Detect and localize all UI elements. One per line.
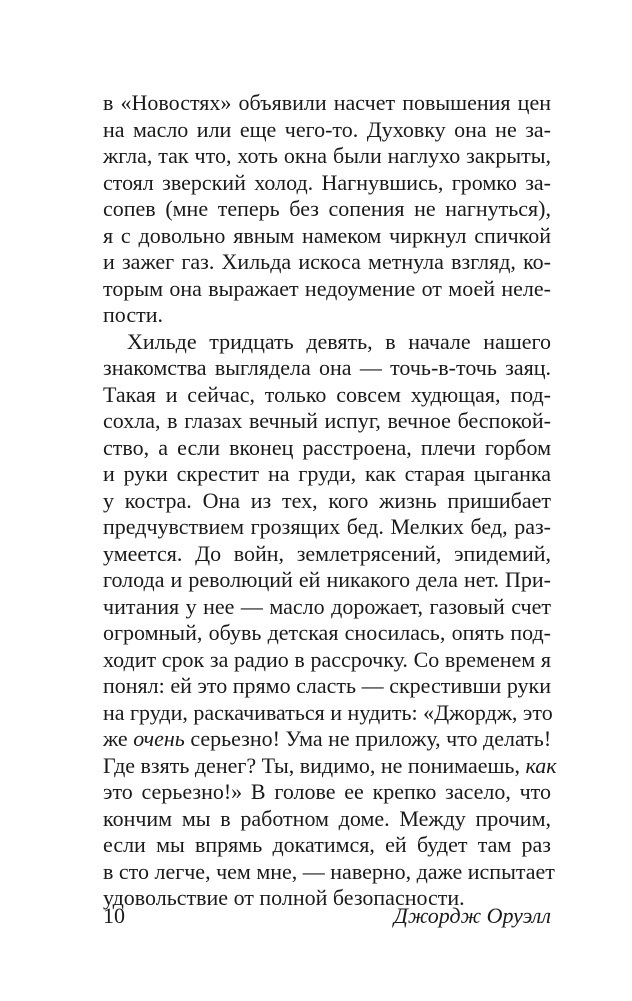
text-line bbox=[103, 196, 551, 223]
text-segment: кончим мы в работном доме. Между прочим, bbox=[103, 805, 551, 831]
text-segment: предчувствием грозящих бед. Мелких бед, раз- bbox=[103, 514, 551, 539]
text-segment: читания у нее — масло дорожает, газовый счет bbox=[103, 593, 551, 619]
text-line bbox=[103, 382, 551, 409]
text-line bbox=[103, 832, 551, 859]
text-segment: удовольствие от полной безопасности. bbox=[103, 885, 465, 910]
text-line bbox=[103, 329, 551, 356]
text-line bbox=[103, 567, 551, 594]
text-line bbox=[103, 143, 551, 170]
text-segment: жгла, так что, хоть окна были наглухо закрыты, bbox=[103, 143, 551, 168]
text-line bbox=[103, 726, 551, 753]
text-segment: сохла, в глазах вечный испуг, вечное беспокой- bbox=[103, 408, 551, 433]
text-line bbox=[103, 117, 551, 144]
italic-emphasis: как bbox=[525, 752, 557, 778]
text-line bbox=[103, 541, 551, 568]
text-segment: и руки скрестит на груди, как старая цыганка bbox=[103, 461, 551, 486]
text-segment: серьезно! Ума не приложу, что делать! bbox=[184, 726, 552, 751]
text-segment: ство, а если вконец расстроена, плечи горбом bbox=[103, 434, 551, 460]
text-segment: и зажег газ. Хильда искоса метнула взгляд, ко- bbox=[103, 249, 551, 274]
text-segment: торым она выражает недоумение от моей неле- bbox=[103, 275, 551, 301]
text-line bbox=[103, 806, 551, 833]
text-line bbox=[103, 594, 551, 621]
text-segment: если мы впрямь докатимся, ей будет там раз bbox=[103, 832, 551, 857]
text-segment: Где взять денег? Ты, видимо, не понимаешь, bbox=[103, 752, 526, 778]
page-number: 10 bbox=[103, 903, 125, 928]
text-segment: Хильде тридцать девять, в начале нашего bbox=[127, 328, 551, 354]
text-line bbox=[103, 752, 557, 780]
italic-emphasis: очень bbox=[133, 726, 185, 751]
text-line bbox=[103, 90, 551, 117]
text-line bbox=[103, 170, 551, 197]
text-line bbox=[103, 620, 551, 647]
text-segment: я с довольно явным намеком чиркнул спичкой bbox=[103, 222, 551, 248]
text-line bbox=[103, 461, 551, 488]
text-segment: стоял зверский холод. Нагнувшись, громко за- bbox=[103, 169, 551, 195]
body-text bbox=[103, 90, 557, 912]
text-segment: на масло или еще чего-то. Духовку она не за- bbox=[103, 116, 551, 142]
text-segment: в сто легче, чем мне, — наверно, даже испытает bbox=[103, 858, 555, 884]
text-segment: огромный, обувь детская сносилась, опять под- bbox=[103, 620, 551, 645]
text-line bbox=[103, 779, 551, 806]
text-line bbox=[103, 858, 555, 886]
text-segment: пости. bbox=[103, 302, 163, 327]
text-segment: у костра. Она из тех, кого жизнь пришибает bbox=[103, 487, 551, 513]
text-segment: же bbox=[103, 726, 134, 751]
text-segment: ходит срок за радио в рассрочку. Со временем я bbox=[103, 646, 551, 672]
text-line bbox=[103, 647, 551, 674]
text-line bbox=[103, 408, 551, 435]
text-line bbox=[103, 276, 551, 303]
text-segment: Такая и сейчас, только совсем худющая, под- bbox=[103, 381, 551, 407]
text-line bbox=[103, 223, 551, 250]
text-line bbox=[103, 302, 551, 329]
text-line bbox=[103, 355, 551, 382]
text-line bbox=[103, 673, 551, 700]
text-line bbox=[103, 700, 551, 727]
page-footer bbox=[103, 903, 551, 931]
text-segment: это серьезно!» В голове ее крепко засело, что bbox=[103, 779, 551, 804]
text-segment: умеется. До войн, землетрясений, эпидемий, bbox=[103, 540, 551, 566]
text-line bbox=[103, 249, 551, 276]
text-line bbox=[103, 488, 551, 515]
running-title: Джордж Оруэлл bbox=[393, 903, 551, 928]
text-line bbox=[103, 514, 551, 541]
text-segment: понял: ей это прямо сласть — скрестивши руки bbox=[103, 673, 551, 698]
text-segment: в «Новостях» объявили насчет повышения цен bbox=[103, 90, 551, 115]
text-segment: сопев (мне теперь без сопения не нагнуться), bbox=[103, 196, 551, 221]
text-segment: голода и революций ей никакого дела нет. При- bbox=[103, 567, 551, 592]
text-segment: знакомства выглядела она — точь-в-точь заяц. bbox=[103, 355, 551, 380]
text-line bbox=[103, 435, 551, 462]
text-segment: на груди, раскачиваться и нудить: «Джордж, это bbox=[103, 699, 553, 725]
